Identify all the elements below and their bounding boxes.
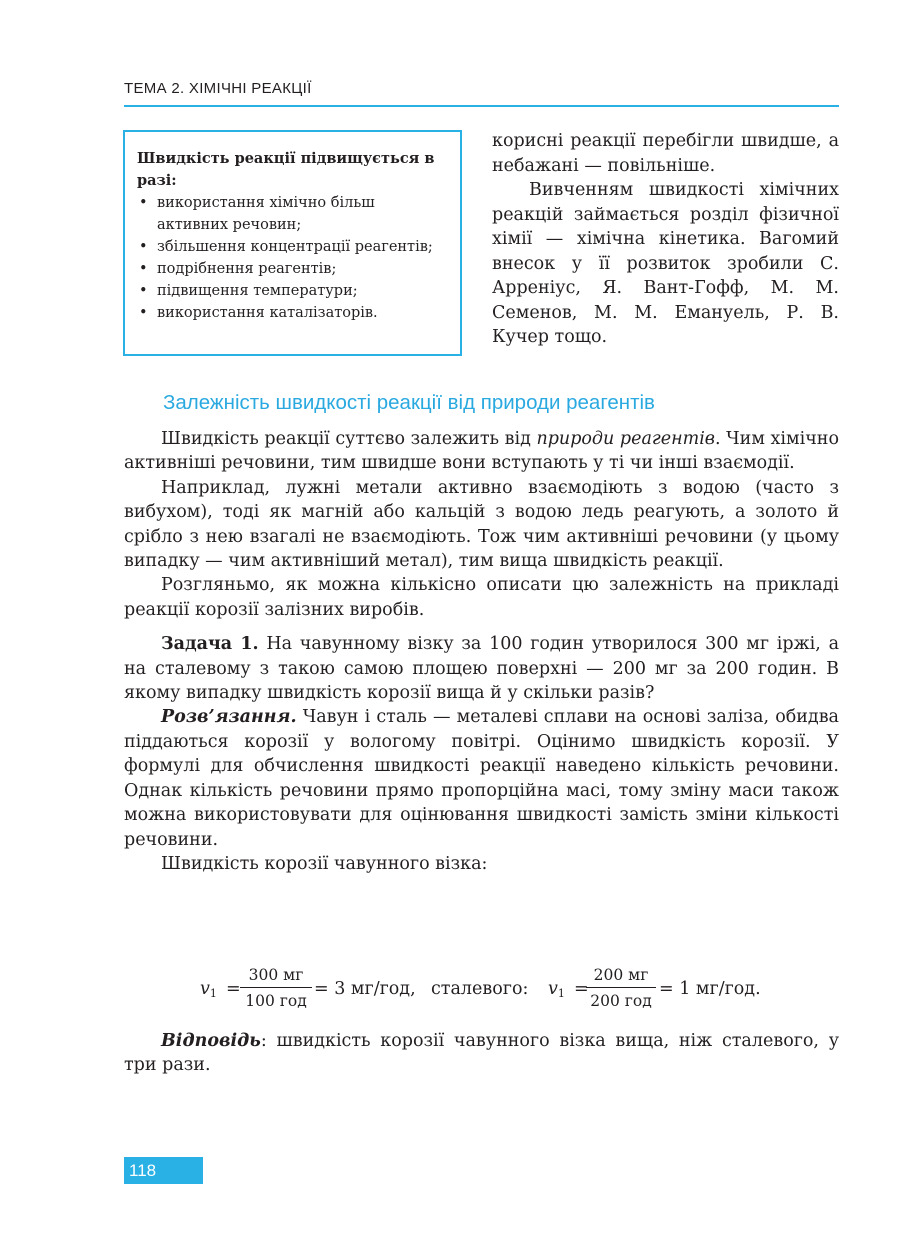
paragraph: Наприклад, лужні метали активно взаємодіють з водою (часто з вибухом), тоді як магній або кальцій з водою ледь реагують, а золото й срібло з нею взагалі не взаємодіють. Тож чим активніші речовини (у цьому випадку — чим активніший метал), тим вища швидкість реакції. [124, 477, 839, 572]
bullet-icon: • [139, 239, 148, 255]
formula-result: = 1 мг/год. [659, 979, 761, 999]
fraction-numerator: 300 мг [248, 966, 304, 984]
solution-paragraph [124, 705, 839, 851]
task-paragraph [124, 632, 839, 705]
answer-block [124, 1029, 839, 1078]
list-item-text: використання хімічно більш активних речовин; [157, 195, 375, 233]
running-header: ТЕМА 2. ХІМІЧНІ РЕАКЦІЇ [124, 80, 312, 97]
fraction-denominator: 100 год [245, 992, 307, 1010]
paragraph: Швидкість корозії чавунного візка: [161, 853, 488, 874]
fraction-cast-iron [240, 963, 312, 1012]
bullet-icon: • [139, 195, 148, 211]
answer-paragraph [124, 1029, 839, 1078]
formula-label: сталевого: [431, 979, 529, 999]
right-column-text [492, 129, 839, 350]
formula-equals: = [226, 979, 241, 999]
list-item [137, 302, 450, 324]
paragraph [124, 427, 839, 476]
main-text [124, 427, 839, 876]
solution-label: Розв’язання. [161, 707, 297, 728]
fraction-numerator: 200 мг [593, 966, 649, 984]
fraction-denominator: 200 год [590, 992, 652, 1010]
formula-result: = 3 мг/год, [314, 979, 416, 999]
bullet-icon: • [139, 261, 148, 277]
solution-text: Чавун і сталь — металеві сплави на основі заліза, обидва піддаються корозії у вологому повітрі. Оцінимо швидкість корозії. У формулі для обчислення швидкості реакції наведено кількість речовини. Однак кількість речовини прямо пропорційна масі, тому зміну маси також можна використовувати для оцінювання швидкості замість зміни кількості речовини. [124, 707, 839, 850]
list-item [137, 236, 450, 258]
task-label: Задача 1. [161, 634, 259, 655]
answer-label: Відповідь [161, 1031, 261, 1051]
bullet-icon: • [139, 305, 148, 321]
info-box-title: Швидкість реакції підвищується в разі: [137, 150, 435, 189]
task-text: На чавунному візку за 100 годин утворилося 300 мг іржі, а на сталевому з такою самою площею поверхні — 200 мг за 200 годин. В якому випадку швидкість корозії вища й у скільки разів? [124, 634, 839, 704]
list-item-text: використання каталізаторів. [157, 305, 378, 321]
list-item [137, 258, 450, 280]
list-item [137, 192, 450, 236]
list-item-text: подрібнення реагентів; [157, 261, 337, 277]
emphasis-text: природи реагентів [536, 429, 715, 449]
text-run: Швидкість реакції суттєво залежить від [161, 429, 537, 449]
formula-variable: $v_1$ [548, 979, 565, 1000]
paragraph: Вивченням швидкості хімічних реакцій займається розділ фізичної хімії — хімічна кінетика. Вагомий внесок у її розвиток зробили С. Арреніус, Я. Вант-Гофф, М. М. Семенов, М. М. Емануель, Р. В. Кучер тощо. [492, 180, 839, 347]
header-rule [124, 105, 839, 107]
list-item-text: підвищення температури; [157, 283, 358, 299]
info-box [123, 130, 462, 356]
rate-formula [200, 963, 840, 1019]
page-number: 118 [124, 1157, 203, 1184]
bullet-icon: • [139, 283, 148, 299]
paragraph: Розгляньмо, як можна кількісно описати цю залежність на прикладі реакції корозії залізних виробів. [124, 575, 839, 620]
section-heading: Залежність швидкості реакції від природи реагентів [163, 391, 655, 414]
formula-variable: $v_1$ [200, 979, 217, 1000]
list-item-text: збільшення концентрації реагентів; [157, 239, 433, 255]
answer-text: : швидкість корозії чавунного візка вища, ніж сталевого, у три рази. [124, 1031, 839, 1076]
formula-equals: = [574, 979, 589, 999]
fraction-steel [586, 963, 656, 1012]
info-box-list [137, 192, 450, 324]
text-run: . Чим хімічно активніші речовини, тим швидше вони вступають у ті чи інші взаємодії. [124, 429, 839, 474]
paragraph: корисні реакції перебігли швидше, а небажані — повільніше. [492, 131, 839, 176]
list-item [137, 280, 450, 302]
